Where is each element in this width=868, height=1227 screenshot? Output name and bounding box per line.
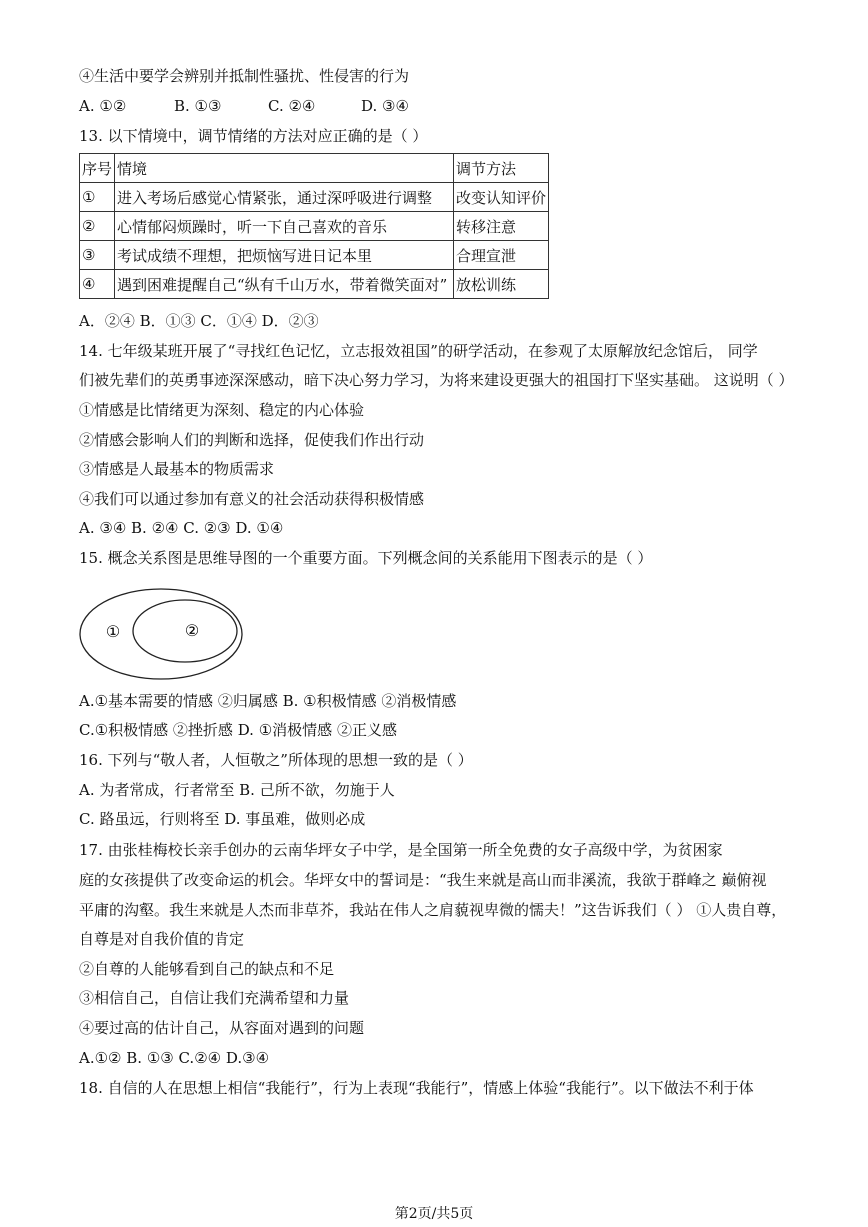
row-method: 转移注意: [454, 212, 549, 241]
q17-item-4: ④要过高的估计自己，从容面对遇到的问题: [79, 1019, 365, 1037]
q13-stem: 13. 以下情境中，调节情绪的方法对应正确的是（ ）: [79, 127, 428, 145]
row-situation: 考试成绩不理想，把烦恼写进日记本里: [115, 241, 454, 270]
row-number: ①: [80, 183, 115, 212]
q12-item-4: ④生活中要学会辨别并抵制性骚扰、性侵害的行为: [79, 67, 410, 85]
outer-label: ①: [105, 622, 121, 641]
table-header-row: [80, 154, 549, 183]
q17-stem-line-2: 庭的女孩提供了改变命运的机会。华坪女中的誓词是：“我生来就是高山而非溪流，我欲于群峰之 巅俯视: [79, 871, 767, 889]
row-method: 放松训练: [454, 270, 549, 299]
table-row: [80, 212, 549, 241]
emotion-regulation-table: [79, 153, 549, 299]
row-number: ③: [80, 241, 115, 270]
q17-stem-line-1: 17. 由张桂梅校长亲手创办的云南华坪女子中学，是全国第一所全免费的女子高级中学，为贫困家: [79, 841, 723, 859]
q17-item-3: ③相信自己，自信让我们充满希望和力量: [79, 989, 350, 1007]
row-method: 合理宣泄: [454, 241, 549, 270]
row-situation: 心情郁闷烦躁时，听一下自己喜欢的音乐: [115, 212, 454, 241]
row-method: 改变认知评价: [454, 183, 549, 212]
row-number: ②: [80, 212, 115, 241]
concept-relation-diagram: [78, 586, 250, 682]
q17-item-2: ②自尊的人能够看到自己的缺点和不足: [79, 960, 335, 978]
header-method: 调节方法: [454, 154, 549, 183]
q14-stem-line-1: 14. 七年级某班开展了“寻找红色记忆，立志报效祖国”的研学活动，在参观了太原解放纪念馆后， 同学: [79, 342, 758, 360]
inner-label: ②: [184, 621, 200, 640]
q14-item-1: ①情感是比情绪更为深刻、稳定的内心体验: [79, 401, 365, 419]
header-number: 序号: [80, 154, 115, 183]
q15-options-line-2: C.①积极情感 ②挫折感 D. ①消极情感 ②正义感: [79, 721, 397, 739]
q16-stem: 16. 下列与“敬人者，人恒敬之”所体现的思想一致的是（ ）: [79, 751, 473, 769]
q14-item-4: ④我们可以通过参加有意义的社会活动获得积极情感: [79, 490, 425, 508]
row-situation: 遇到困难提醒自己“纵有千山万水，带着微笑面对”: [115, 270, 454, 299]
q12-options: [79, 96, 409, 116]
row-number: ④: [80, 270, 115, 299]
q14-options: A. ③④ B. ②④ C. ②③ D. ①④: [79, 519, 284, 537]
row-situation: 进入考场后感觉心情紧张，通过深呼吸进行调整: [115, 183, 454, 212]
q14-item-2: ②情感会影响人们的判断和选择，促使我们作出行动: [79, 431, 425, 449]
q16-options-line-2: C. 路虽远，行则将至 D. 事虽难，做则必成: [79, 810, 366, 828]
q12-option-a: A. ①②: [79, 97, 127, 115]
q17-stem-line-4: 自尊是对自我价值的肯定: [79, 930, 245, 948]
table-row: [80, 241, 549, 270]
q12-option-c: C. ②④: [268, 97, 316, 115]
q17-stem-line-3: 平庸的沟壑。我生来就是人杰而非草芥，我站在伟人之肩藐视卑微的懦夫！”这告诉我们（ ） ①人贵自尊，: [79, 901, 787, 919]
table-row: [80, 270, 549, 299]
q12-option-d: D. ③④: [361, 97, 409, 115]
q14-item-3: ③情感是人最基本的物质需求: [79, 460, 275, 478]
page-number-footer: 第2页/共5页: [394, 1206, 474, 1222]
q18-stem-line-1: 18. 自信的人在思想上相信“我能行”，行为上表现“我能行”，情感上体验“我能行”。以下做法不利于体: [79, 1079, 754, 1097]
q17-options: A.①② B. ①③ C.②④ D.③④: [79, 1049, 270, 1067]
q13-options: A．②④ B．①③ C．①④ D．②③: [79, 312, 319, 330]
outer-ellipse: [80, 589, 242, 679]
q16-options-line-1: A. 为者常成，行者常至 B. 己所不欲，勿施于人: [79, 781, 395, 799]
q12-option-b: B. ①③: [174, 97, 222, 115]
q15-options-line-1: A.①基本需要的情感 ②归属感 B. ①积极情感 ②消极情感: [79, 692, 457, 710]
q14-stem-line-2: 们被先辈们的英勇事迹深深感动，暗下决心努力学习，为将来建设更强大的祖国打下坚实基础。 这说明（ ）: [79, 371, 794, 389]
q15-stem: 15. 概念关系图是思维导图的一个重要方面。下列概念间的关系能用下图表示的是（ ）: [79, 549, 653, 567]
header-situation: 情境: [115, 154, 454, 183]
table-row: [80, 183, 549, 212]
